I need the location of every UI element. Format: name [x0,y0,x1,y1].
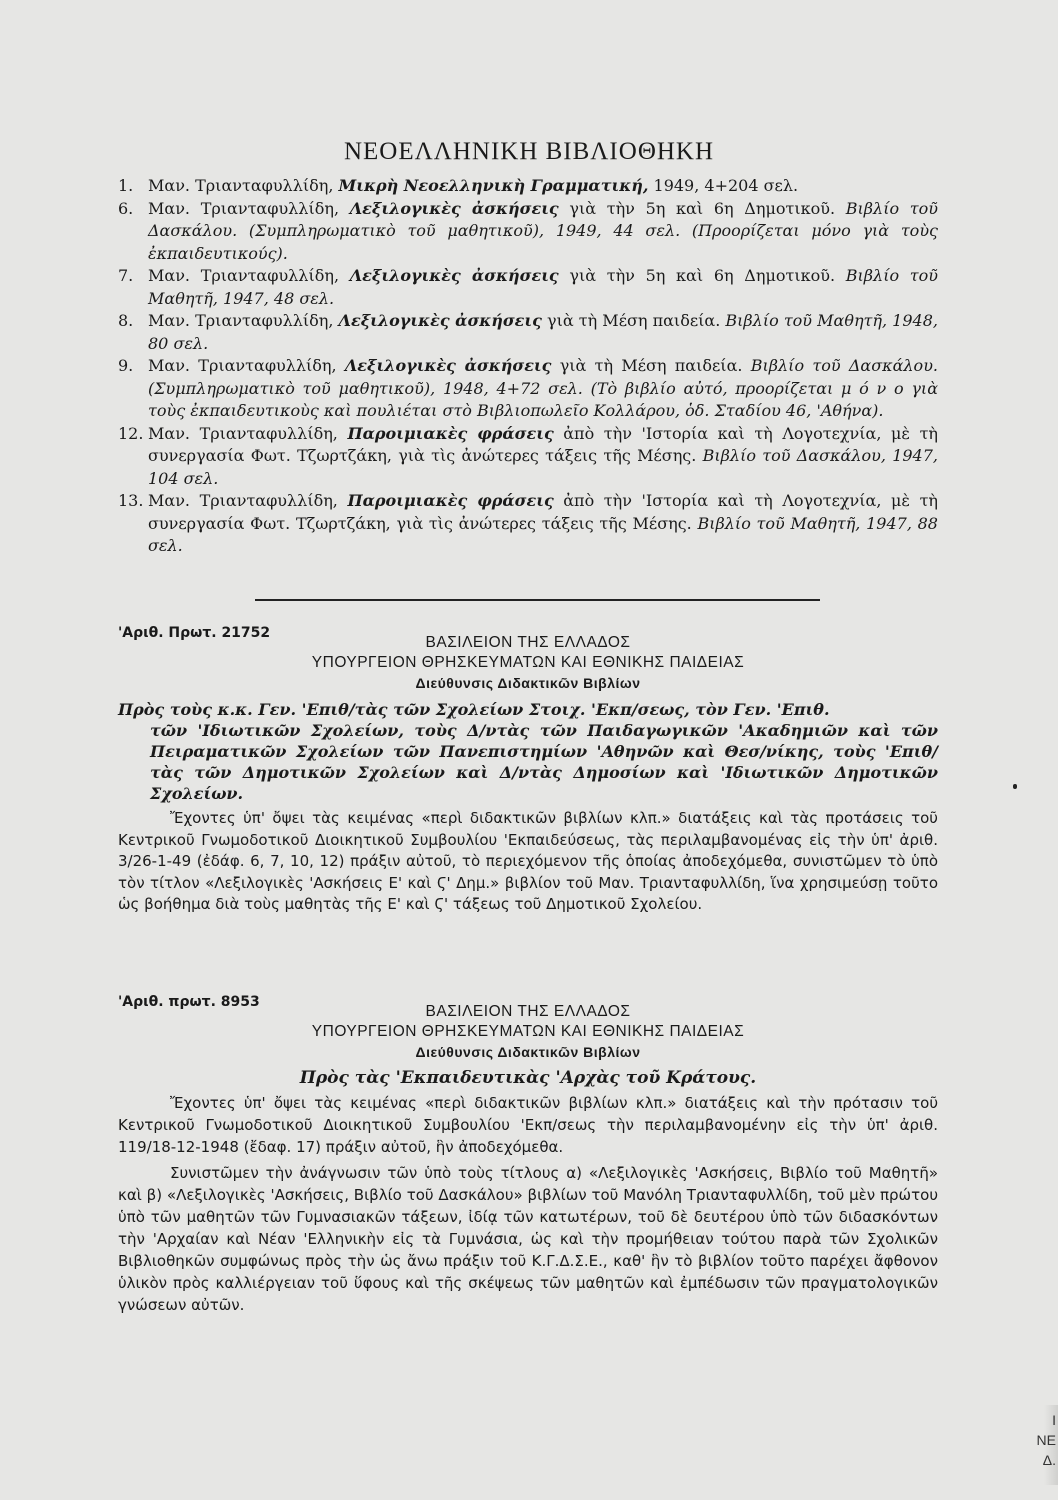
entry-number: 6. [118,198,134,218]
entry-book-title: Λεξιλογικὲς ἀσκήσεις [349,198,559,218]
entry-details: γιὰ τὴν 5η καὶ 6η Δημοτικοῦ. [558,198,836,218]
entry-number: 9. [118,356,134,375]
decree-body: Ἔχοντες ὑπ' ὄψει τὰς κειμένας «περὶ διδακτικῶν βιβλίων κλπ.» διατάξεις καὶ τὰς προτάσεις τοῦ Κεντρικοῦ Γνωμοδοτικοῦ Διοικητικοῦ Συμβουλίου 'Εκπαιδεύσεως, τὰς περιλαμβανομένας εἰς τὴν ὑπ' ἀριθ. 3/26-1-49 (ἐδάφ. 6, 7, 10, 12) πράξιν αὐτοῦ, τὸ περιεχόμενον τῆς ὁποίας ἀποδεχόμεθα, συνιστῶμεν τὸ ὑπὸ τὸν τίτλον «Λεξιλογικὲς 'Ασκήσεις Ε' καὶ Ϛ' Δημ.» βιβλίον τοῦ Μαν. Τριανταφυλλίδη, ἵνα χρησιμεύσῃ τοῦτο ὡς βοήθημα διὰ τοὺς μαθητὰς τῆς Ε' καὶ Ϛ' τάξεως τοῦ Δημοτικοῦ Σχολείου. [118,809,938,913]
entry-details: γιὰ τὴν 5η καὶ 6η Δημοτικοῦ. [558,266,836,285]
entry-details: γιὰ τὴ Μέση παιδεία. [551,356,743,375]
section-divider [255,599,820,601]
protocol-number: 'Αριθ. Πρωτ. 21752 [118,625,271,641]
edge-fragment-text: ΝΕ [1036,1432,1056,1448]
entry-number: 12. [118,423,144,443]
edge-fragment-text: Δ. [1042,1452,1056,1468]
entry-details: 1949, 4+204 σελ. [648,176,799,195]
entry-author: Μαν. Τριανταφυλλίδη, [148,176,334,195]
list-item [118,423,938,491]
entry-number: 13. [118,491,144,510]
addressee-line: Πρὸς τὰς 'Εκπαιδευτικὰς 'Αρχὰς τοῦ Κράτους. [299,1068,757,1088]
entry-note: Βιβλίο τοῦ Μαθητῆ, 1947, 48 σελ. [148,266,939,308]
entry-note: Βιβλίο τοῦ Μαθητῆ, 1947, 88 σελ. [148,513,938,555]
entry-text [148,490,938,558]
entry-text [148,423,938,491]
protocol-number: 'Αριθ. πρωτ. 8953 [118,994,260,1010]
list-item [118,265,938,310]
list-item [118,355,938,423]
entry-number: 1. [118,176,134,195]
entry-text [148,175,938,198]
entry-author: Μαν. Τριανταφυλλίδη, [148,491,338,510]
edge-fragment-text: Ι [1052,1412,1056,1428]
ink-spot [1013,784,1017,789]
list-item [118,490,938,558]
department-header: Διεύθυνσις Διδακτικῶν Βιβλίων [415,675,641,691]
decree-second [118,994,938,1316]
entry-note: Βιβλίο τοῦ Δασκάλου, 1947, 104 σελ. [148,446,939,488]
addressee-first-line: Πρὸς τοὺς κ.κ. Γεν. 'Επιθ/τὰς τῶν Σχολείων Στοιχ. 'Εκπ/σεως, τὸν Γεν. 'Επιθ. [118,700,830,719]
entry-note: Βιβλίο τοῦ Δασκάλου. (Συμπληρωματικὸ τοῦ μαθητικοῦ), 1948, 4+72 σελ. (Τὸ βιβλίο αὐτό, προορίζεται μ ό ν ο γιὰ τοὺς ἐκπαιδευτικοὺς καὶ πουλιέται στὸ Βιβλιοπωλεῖο Κολλάρου, ὁδ. Σταδίου 46, 'Αθήνα). [148,356,939,420]
entry-book-title: Παροιμιακὲς φράσεις [347,491,554,510]
entry-author: Μαν. Τριανταφυλλίδη, [148,198,340,218]
entry-author: Μαν. Τριανταφυλλίδη, [148,356,337,375]
entry-author: Μαν. Τριανταφυλλίδη, [148,423,338,443]
decree-body-paragraph: Συνιστῶμεν τὴν ἀνάγνωσιν τῶν ὑπὸ τοὺς τίτλους α) «Λεξιλογικὲς 'Ασκήσεις, Βιβλίο τοῦ Μαθητῆ» καὶ β) «Λεξιλογικὲς 'Ασκήσεις, Βιβλίο τοῦ Δασκάλου» βιβλίων τοῦ Μανόλη Τριανταφυλλίδη, τοῦ μὲν πρώτου ὑπὸ τῶν μαθητῶν τῶν Γυμνασιακῶν τάξεων, ἰδίᾳ τῶν κατωτέρων, τοῦ δὲ δευτέρου ὑπὸ τῶν διδασκόντων τὴν 'Αρχαίαν καὶ Νέαν 'Ελληνικὴν εἰς τὰ Γυμνάσια, ὡς καὶ τὴν προμήθειαν τούτου παρὰ τῶν Σχολικῶν Βιβλιοθηκῶν συμφώνως πρὸς τὴν ὡς ἄνω πράξιν τοῦ Κ.Γ.Δ.Σ.Ε., καθ' ἣν τὸ βιβλίον τοῦτο παρέχει ἄφθονον ὑλικὸν πρὸς καλλιέργειαν τοῦ ὕφους καὶ τῆς σκέψεως τῶν μαθητῶν καὶ ἐμπέδωσιν τῶν πραγματολογικῶν γνώσεων αὐτῶν. [118,1164,938,1314]
list-item [118,175,938,198]
entry-book-title: Παροιμιακὲς φράσεις [347,423,554,443]
ministry-header: ΥΠΟΥΡΓΕΙΟΝ ΘΡΗΣΚΕΥΜΑΤΩΝ ΚΑΙ ΕΘΝΙΚΗΣ ΠΑΙΔΕΙΑΣ [311,1023,745,1040]
entry-book-title: Λεξιλογικὲς ἀσκήσεις [338,311,542,330]
decree-body-paragraph: Ἔχοντες ὑπ' ὄψει τὰς κειμένας «περὶ διδακτικῶν βιβλίων κλπ.» διατάξεις καὶ τὴν πρότασιν τοῦ Κεντρικοῦ Γνωμοδοτικοῦ Διοικητικοῦ Συμβουλίου 'Εκπ/σεως τὴν περιλαμβανομένην εἰς τὴν ὑπ' ἀριθ. 119/18-12-1948 (ἔδαφ. 17) πράξιν αὐτοῦ, ἣν ἀποδεχόμεθα. [118,1094,938,1156]
entry-note: Βιβλίο τοῦ Δασκάλου. (Συμπληρωματικὸ τοῦ μαθητικοῦ), 1949, 44 σελ. (Προορίζεται μόνο γιὰ τοὺς ἐκπαιδευτικούς). [148,198,939,263]
kingdom-header: ΒΑΣΙΛΕΙΟΝ ΤΗΣ ΕΛΛΑΔΟΣ [425,634,631,651]
entry-details: ἀπὸ τὴν 'Ιστορία καὶ τὴ Λογοτεχνία, μὲ τὴ συνεργασία Φωτ. Τζωρτζάκη, γιὰ τὶς ἀνώτερες τάξεις τῆς Μέσης. [148,491,939,533]
ministry-header: ΥΠΟΥΡΓΕΙΟΝ ΘΡΗΣΚΕΥΜΑΤΩΝ ΚΑΙ ΕΘΝΙΚΗΣ ΠΑΙΔΕΙΑΣ [311,654,745,671]
entry-book-title: Λεξιλογικὲς ἀσκήσεις [349,266,559,285]
entry-number: 8. [118,311,134,330]
entry-author: Μαν. Τριανταφυλλίδη, [148,311,334,330]
addressee-block [118,699,938,804]
entry-text [148,355,938,423]
kingdom-header: ΒΑΣΙΛΕΙΟΝ ΤΗΣ ΕΛΛΑΔΟΣ [425,1003,631,1020]
entry-book-title: Λεξιλογικὲς ἀσκήσεις [344,356,552,375]
entry-details: γιὰ τὴ Μέση παιδεία. [541,311,721,330]
entry-number: 7. [118,266,134,285]
department-header: Διεύθυνσις Διδακτικῶν Βιβλίων [415,1044,641,1060]
entry-note: Βιβλίο τοῦ Μαθητῆ, 1948, 80 σελ. [148,311,938,353]
entry-details: ἀπὸ τὴν 'Ιστορία καὶ τὴ Λογοτεχνία, μὲ τὴ συνεργασία Φωτ. Τζωρτζάκη, γιὰ τὶς ἀνώτερες τάξεις τῆς Μέσης. [148,423,939,465]
entry-text [148,310,938,355]
catalog-title: ΝΕΟΕΛΛΗΝΙΚΗ ΒΙΒΛΙΟΘΗΚΗ [343,138,715,165]
entry-author: Μαν. Τριανταφυλλίδη, [148,266,340,285]
entry-book-title: Μικρὴ Νεοελληνικὴ Γραμματική, [338,176,649,195]
decree-first [118,625,938,916]
entry-text [148,198,938,266]
addressee-continuation: τῶν 'Ιδιωτικῶν Σχολείων, τοὺς Δ/ντὰς τῶν Παιδαγωγικῶν 'Ακαδημιῶν καὶ τῶν Πειραματικῶν Σχολείων τῶν Πανεπιστημίων 'Αθηνῶν καὶ Θεσ/νίκης, τοὺς 'Επιθ/τὰς τῶν Δημοτικῶν Σχολείων καὶ Δ/ντὰς Δημοσίων καὶ 'Ιδιωτικῶν Δημοτικῶν Σχολείων. [150,721,938,803]
list-item [118,310,938,355]
list-item [118,198,938,266]
entry-text [148,265,938,310]
catalog-list [118,175,938,558]
